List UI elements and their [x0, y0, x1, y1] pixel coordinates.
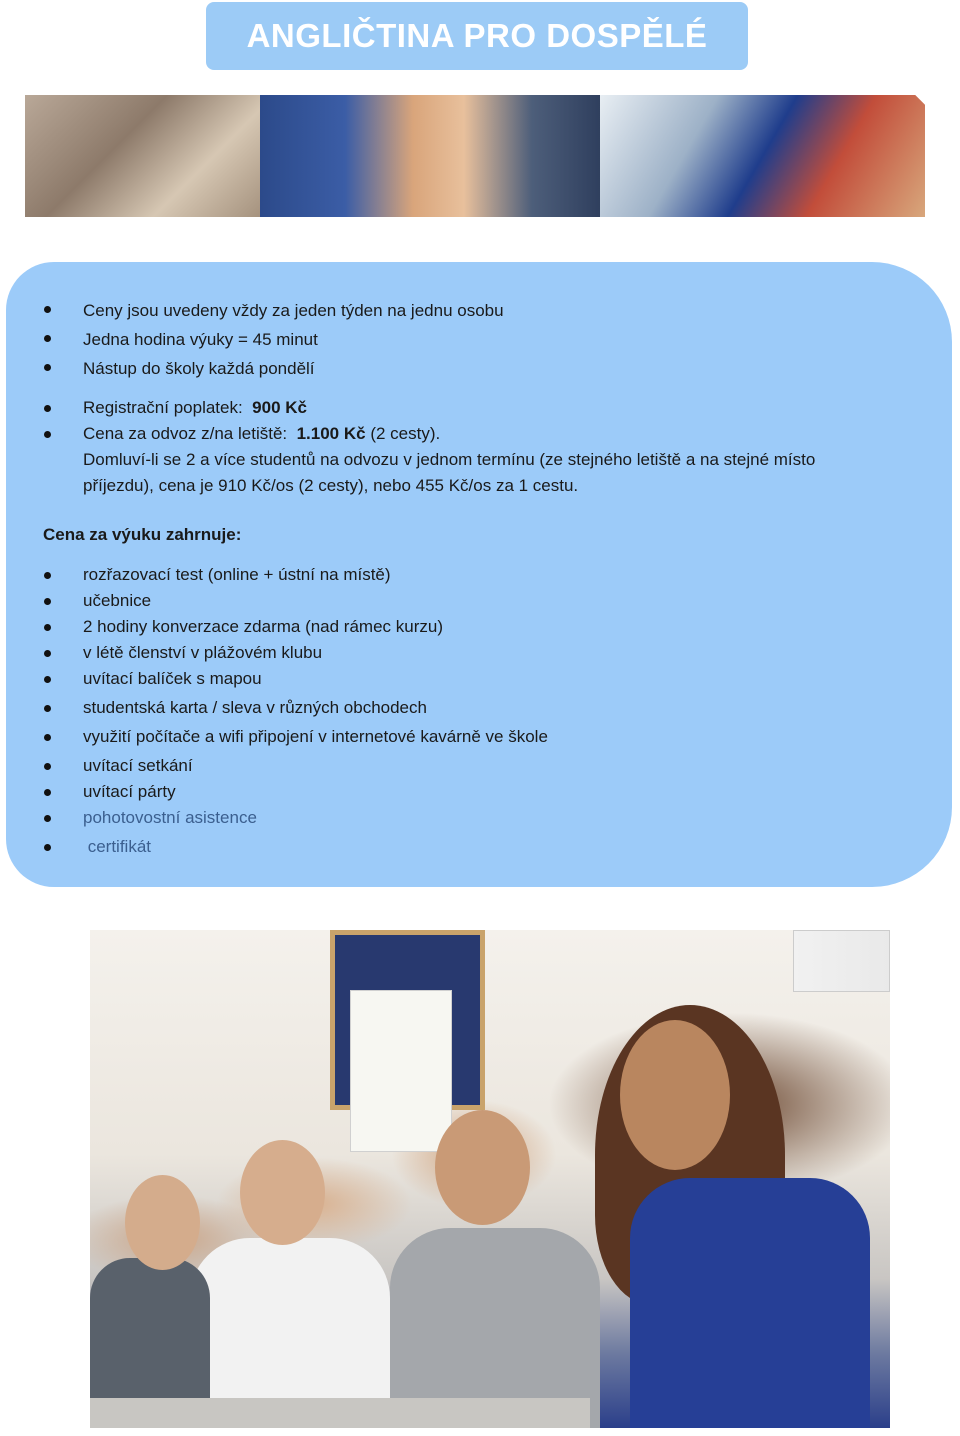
bullet-icon	[44, 705, 51, 712]
bullet-icon	[44, 789, 51, 796]
bullet-icon	[44, 676, 51, 683]
bullet-icon	[44, 815, 51, 822]
list-item: Nástup do školy každá pondělí	[40, 354, 504, 383]
transfer-fee-value: 1.100 Kč	[296, 424, 366, 443]
photo-teacher-smiling	[260, 95, 600, 217]
fees-list	[40, 395, 815, 499]
list-item: certifikát	[40, 834, 548, 860]
bullet-icon	[44, 431, 51, 438]
bullet-icon	[44, 335, 51, 342]
photo-person-head	[620, 1020, 730, 1170]
list-item: Jedna hodina výuky = 45 minut	[40, 325, 504, 354]
bullet-icon	[44, 364, 51, 371]
bullet-icon	[44, 844, 51, 851]
list-item: pohotovostní asistence	[40, 805, 548, 831]
list-item: využití počítače a wifi připojení v internetové kavárně ve škole	[40, 724, 548, 750]
includes-heading: Cena za výuku zahrnuje:	[43, 525, 242, 544]
title-banner	[206, 2, 748, 70]
photo-students-classroom	[90, 930, 890, 1428]
photo-person-shirt	[630, 1178, 870, 1428]
list-item: Ceny jsou uvedeny vždy za jeden týden na jednu osobu	[40, 296, 504, 325]
transfer-fee: Cena za odvoz z/na letiště: 1.100 Kč (2 cesty). Domluví-li se 2 a více studentů na odvozu v jednom termínu (ze stejného letiště a na stejné místo příjezdu), cena je 910 Kč/os (2 cesty), nebo 455 Kč/os za 1 cestu.	[40, 421, 815, 499]
photo-calendar	[350, 990, 452, 1152]
registration-fee-value: 900 Kč	[252, 398, 307, 417]
photo-person-head	[240, 1140, 325, 1245]
bullet-icon	[44, 763, 51, 770]
list-item: v létě členství v plážovém klubu	[40, 640, 548, 666]
photo-students-office	[25, 95, 260, 217]
list-item: uvítací balíček s mapou	[40, 666, 548, 692]
photo-person-head	[125, 1175, 200, 1270]
transfer-note: příjezdu), cena je 910 Kč/os (2 cesty), nebo 455 Kč/os za 1 cestu.	[83, 476, 579, 495]
photo-desk	[90, 1398, 590, 1428]
bullet-icon	[44, 572, 51, 579]
bullet-icon	[44, 734, 51, 741]
bullet-icon	[44, 306, 51, 313]
photo-flags-poster	[793, 930, 890, 992]
list-item: uvítací setkání	[40, 753, 548, 779]
list-item: studentská karta / sleva v různých obchodech	[40, 695, 548, 721]
registration-fee: Registrační poplatek: 900 Kč	[40, 395, 815, 421]
bullet-icon	[44, 405, 51, 412]
includes-list	[40, 562, 548, 860]
bullet-icon	[44, 598, 51, 605]
bullet-icon	[44, 650, 51, 657]
header-photo-strip	[25, 95, 925, 217]
list-item: uvítací párty	[40, 779, 548, 805]
list-item: rozřazovací test (online + ústní na místě)	[40, 562, 548, 588]
page-title: ANGLIČTINA PRO DOSPĚLÉ	[246, 17, 708, 54]
transfer-note: Domluví-li se 2 a více studentů na odvozu v jednom termínu (ze stejného letiště a na stejné místo	[83, 450, 816, 469]
list-item: učebnice	[40, 588, 548, 614]
photo-person-head	[435, 1110, 530, 1225]
photo-dictionary-books	[600, 95, 925, 217]
list-item: 2 hodiny konverzace zdarma (nad rámec kurzu)	[40, 614, 548, 640]
general-info-list	[40, 296, 504, 383]
bullet-icon	[44, 624, 51, 631]
